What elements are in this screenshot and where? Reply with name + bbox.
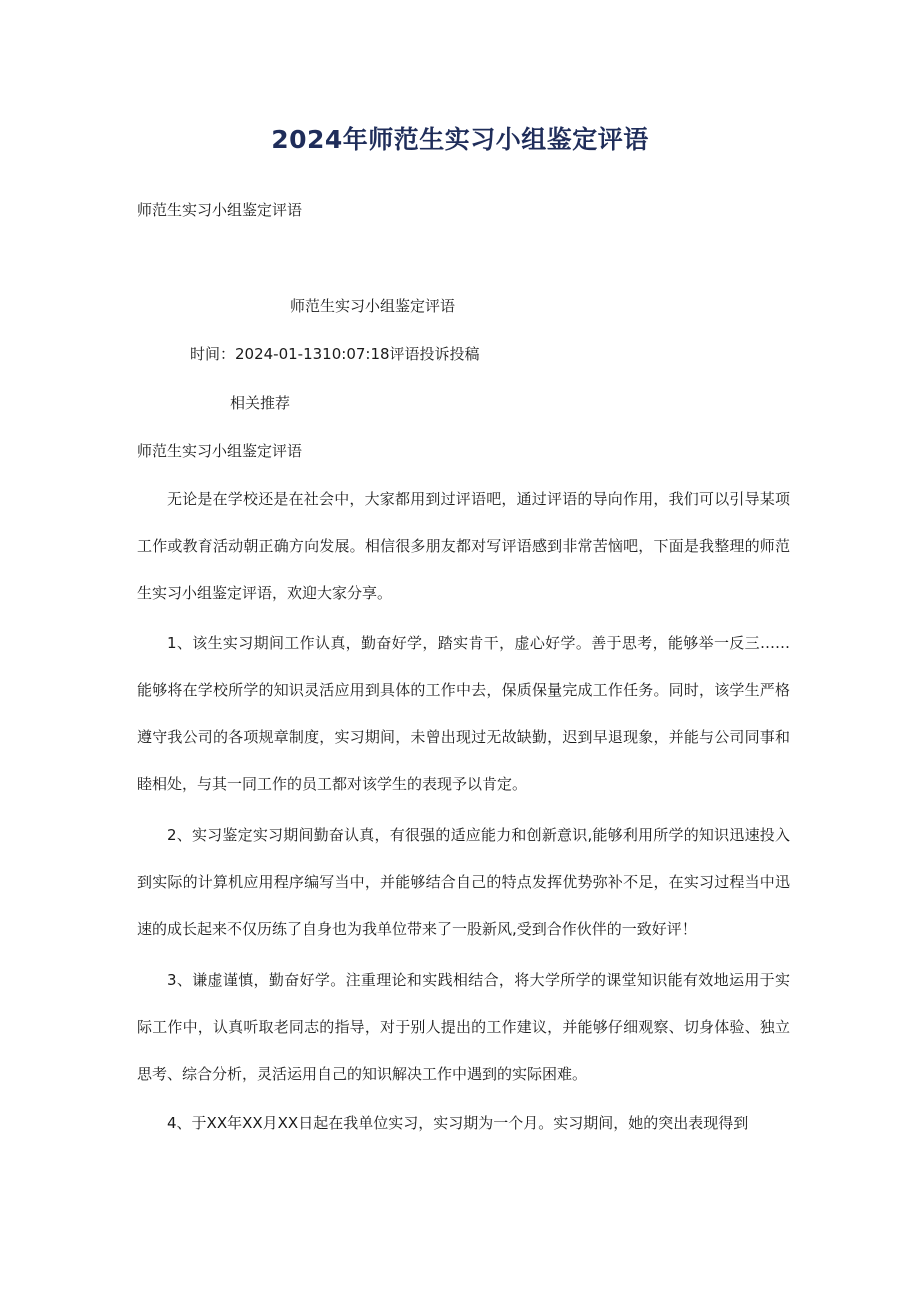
paragraph-3: 3、谦虚谨慎，勤奋好学。注重理论和实践相结合，将大学所学的课堂知识能有效地运用于实际工作中，认真听取老同志的指导，对于别人提出的工作建议，并能够仔细观察、切身体验、独立思考、综合分析，灵活运用自己的知识解决工作中遇到的实际困难。	[137, 971, 790, 1083]
paragraph-intro: 无论是在学校还是在社会中，大家都用到过评语吧，通过评语的导向作用，我们可以引导某项工作或教育活动朝正确方向发展。相信很多朋友都对写评语感到非常苦恼吧，下面是我整理的师范生实习小组鉴定评语，欢迎大家分享。	[137, 490, 790, 602]
paragraph-2: 2、实习鉴定实习期间勤奋认真，有很强的适应能力和创新意识,能够利用所学的知识迅速投入到实际的计算机应用程序编写当中，并能够结合自己的特点发挥优势弥补不足，在实习过程当中迅速的成长起来不仅历练了自身也为我单位带来了一股新风,受到合作伙伴的一致好评！	[137, 826, 790, 938]
paragraph-4: 4、于XX年XX月XX日起在我单位实习，实习期为一个月。实习期间，她的突出表现得到	[167, 1114, 749, 1132]
subtitle: 师范生实习小组鉴定评语	[137, 201, 303, 219]
section-heading: 师范生实习小组鉴定评语	[137, 442, 303, 460]
centered-heading: 师范生实习小组鉴定评语	[290, 297, 456, 315]
document-title: 2024年师范生实习小组鉴定评语	[271, 125, 649, 154]
paragraph-1: 1、该生实习期间工作认真，勤奋好学，踏实肯干，虚心好学。善于思考，能够举一反三……能够将在学校所学的知识灵活应用到具体的工作中去，保质保量完成工作任务。同时，该学生严格遵守我公司的各项规章制度，实习期间，未曾出现过无故缺勤，迟到早退现象，并能与公司同事和睦相处，与其一同工作的员工都对该学生的表现予以肯定。	[137, 634, 790, 793]
related-recommendations: 相关推荐	[230, 394, 291, 412]
meta-line: 时间：2024-01-1310:07:18评语投诉投稿	[190, 345, 480, 363]
